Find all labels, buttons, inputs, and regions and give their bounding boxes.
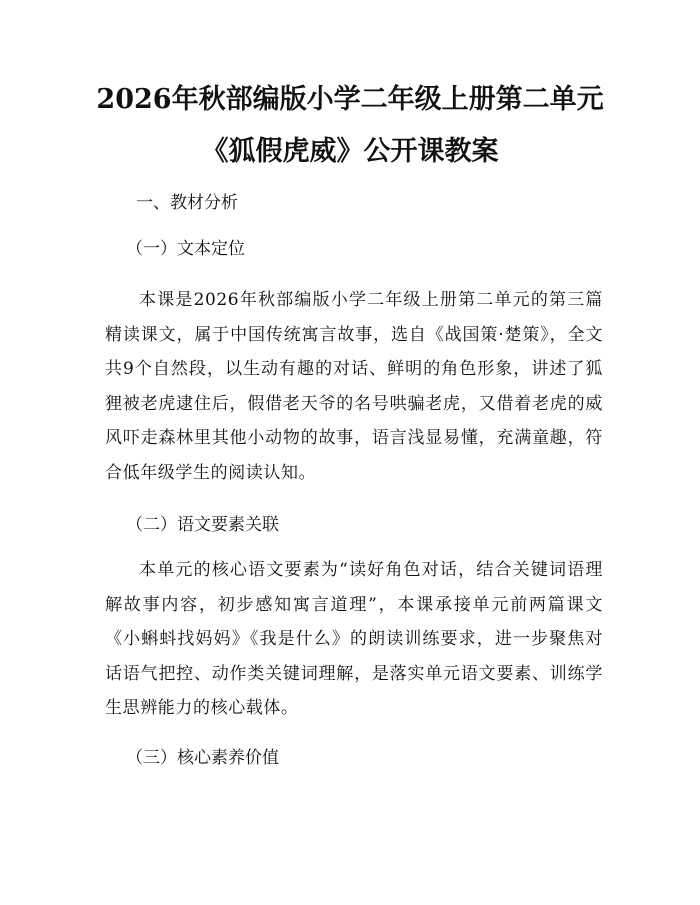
paragraph-language-elements: 本单元的核心语文要素为“读好角色对话，结合关键词语理解故事内容，初步感知寓言道理”，本课承接单元前两篇课文《小蝌蚪找妈妈》《我是什么》的朗读训练要求，进一步聚焦对话语气把控、动作类关键词理解，是落实单元语文要素、训练学生思辨能力的核心载体。 — [105, 560, 603, 718]
paragraph-text-positioning: 本课是2026年秋部编版小学二年级上册第二单元的第三篇精读课文，属于中国传统寓言故事，选自《战国策·楚策》，全文共9个自然段，以生动有趣的对话、鲜明的角色形象，讲述了狐狸被老虎逮住后，假借老天爷的名号哄骗老虎，又借着老虎的威风吓走森林里其他小动物的故事，语言浅显易懂，充满童趣，符合低年级学生的阅读认知。 — [105, 290, 603, 483]
document-title-line-1: 2026年秋部编版小学二年级上册第二单元 — [96, 84, 604, 115]
subsection-heading-text-positioning: （一）文本定位 — [126, 239, 245, 259]
section-heading-textbook-analysis: 一、教材分析 — [136, 193, 238, 213]
document-title-line-2: 《狐假虎威》公开课教案 — [201, 136, 499, 167]
subsection-heading-core-literacy-value: （三）核心素养价值 — [126, 748, 279, 768]
subsection-heading-language-elements: （二）语文要素关联 — [126, 515, 279, 535]
